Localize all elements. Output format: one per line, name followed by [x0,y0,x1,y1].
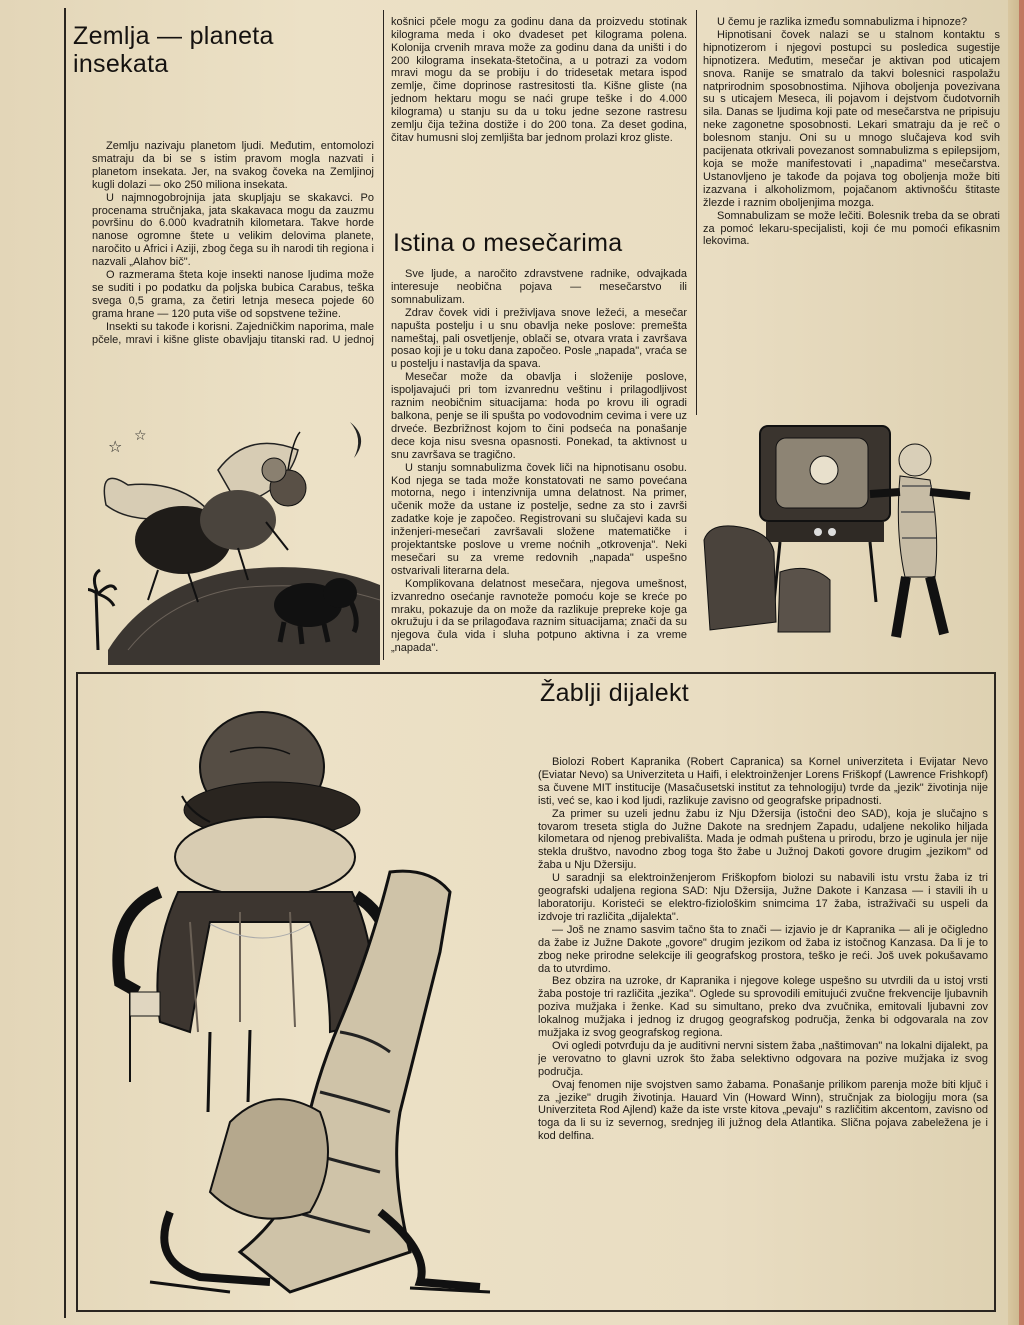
article1-title: Zemlja — planeta insekata [73,22,274,78]
frame-left [64,8,66,1318]
article1-continuation: košnici pčele mogu za godinu dana da proizvedu stotinak kilograma meda i oko dvadeset pet kilograma polena. Kolonija crvenih mrava može za godinu dana da uništi i do 200 kilograma insekata-štetočina, a u potrazi za vodom mravi mogu da se probiju i do tridesetak metara ispod zemlje, čime doprinose rastresitosti tla. Kišne gliste (na jednom hektaru mogu se naći grupe teške i do 4.000 kilograma) u stanju su da u toku jedne sezone rastresu zemlju čija težina dostiže i do 200 tona. Za deset godina, čitav humusni sloj zemljišta bar jednom prolazi kroz gliste. [391,16,687,144]
sleepwalker-illustration [700,412,1000,667]
svg-text:☆: ☆ [134,428,147,444]
article3-paragraph: Biolozi Robert Kapranika (Robert Capranica) sa Kornel univerziteta i Evijatar Nevo (Eviatar Nevo) sa Univerziteta u Haifi, i elektroinženjer Lorens Friškopf (Lawrence Frishkopf) sa čuvene MIT institucije (Masačusetski institut za tehnologiju) tvrde da „jezik" životinja nije isti, već se, kao i kod ljudi, razlikuje zavisno od geografske pripadnosti. [538,756,988,807]
article1-paragraph: Zemlju nazivaju planetom ljudi. Međutim, entomolozi smatraju da bi se s istim pravom mogla nazvati i planetom insekata. Jer, na svakog čoveka na Zemljinoj kugli dolazi — oko 250 miliona insekata. [92,140,374,191]
divider-col2-col3 [696,10,697,415]
article2-paragraph: Mesečar može da obavlja i složenije poslove, ispoljavajući pri tom izvanrednu veštinu i prilagodljivost raznim neobičnim situacijama: hoda po krovu ili ogradi balkona, penje se ili spušta po vodovodnim cevima i vere uz drveće. Bezbrižnost kojom to čini podseća na ponašanje dece koja nisu svesna opasnosti. Ponekad, ta aktivnost u snu završava se tragično. [391,371,687,461]
article2-paragraph: Zdrav čovek vidi i preživljava snove ležeći, a mesečar napušta postelju i u snu obavlja neke poslove: premešta nameštaj, pali osvetljenje, oblači se, otvara vrata i završava posao koji je u toku dana započeo. Posle „napada", vraća se u postelju i nastavlja da spava. [391,306,687,371]
article2-body-col2 [391,268,687,668]
article1-body-col1 [92,140,374,347]
article2-paragraph: Sve ljude, a naročito zdravstvene radnike, odvajkada interesuje neobična pojava — mesečarstvo ili somnabulizam. [391,268,687,306]
frame-bottom-box-right [994,672,996,1312]
article3-paragraph: Bez obzira na uzroke, dr Kapranika i njegove kolege uspešno su utvrdili da u istoj vrsti žaba postoje tri različita „jezika". Oglede su sprovodili emitujući zvučne frekvencije ljubavnih poziva mužjaka i ženke. Kad su simultano, preko dva zvučnika, emitovali ljubavni zov lokalnog mužjaka i jednog iz drugog geografskog područja, ženka bi odgovarala na zov mužjaka iz svog geografskog regiona. [538,975,988,1040]
article2-paragraph: Hipnotisani čovek nalazi se u stalnom kontaktu s hipnotizerom i njegovi postupci su posledica sugestije hipnotizera. Međutim, mesečar je aktivan pod uticajem snova. Ranije se smatralo da takvi bolesnici raspolažu natprirodnim sposobnostima. Njihova oboljenja povezivana su s uticajem Meseca, ili pojavom i dejstvom čudotvornih sila. Danas se ljudima koji pate od mesečarstva ne pripisuju neke zagonetne sposobnosti. Lekari smatraju da je reč o bolesnom stanju. Oni su u mnogo slučajeva kod svih pacijenata otkrivali povezanost somnabulizma s epilepsijom, koja se može manifestovati i „napadima" mesečarstva. Ustanovljeno je takođe da pojava tog oboljenja može biti izazvana i alkoholizmom, pojačanom aktivnošću štitaste žlezde i raznim oboljenjima mozga. [703,28,1000,209]
svg-text:☆: ☆ [108,437,123,456]
article3-paragraph: Ovi ogledi potvrđuju da je auditivni nervni sistem žaba „naštimovan" na lokalni dijalekt, pa je verovatno to glavni uzrok što žaba selektivno odgovara na pozive mužjaka iz svog područja. [538,1039,988,1078]
article2-paragraph: Somnabulizam se može lečiti. Bolesnik treba da se obrati za pomoć lekaru-specijalisti, koji će mu pomoći efikasnim lekovima. [703,209,1000,248]
article1-body-col2 [391,16,687,196]
frame-bottom-box-left [76,672,78,1312]
article3-body [538,756,988,1306]
article2-title: Istina o mesečarima [393,229,623,257]
insect-illustration [88,410,380,665]
article2-body-col3 [703,16,1000,406]
page-edge-color-strip [1019,0,1024,1325]
article3-paragraph: U saradnji sa elektroinženjerom Friškopfom biolozi su nabavili istu vrstu žaba iz tri geografski udaljena regiona SAD: Nju Džersija, Južne Dakote i Kanzasa — i stavili ih u laboratoriju. Koristeći se elektro-fiziološkim snimcima 17 žaba, istraživači su uspeli da izdvoje tri različita „dijalekta". [538,872,988,923]
article1-paragraph: O razmerama šteta koje insekti nanose ljudima može se suditi i po podatku da poljska bubica Carabus, teška svega 0,5 grama, za četiri letnja meseca pojede 60 grama hrane — 120 puta više od sopstvene težine. [92,269,374,320]
article3-paragraph: — Još ne znamo sasvim tačno šta to znači — izjavio je dr Kapranika — ali je očigledno da žabe iz Južne Dakote „govore" drugim jezikom od žaba iz istočnog Kanzasa. Da li je to zbog neke prirodne selekcije ili geografskog prostora, teško je reći. Još uvek pokušavamo da to utvrdimo. [538,923,988,975]
article3-title: Žablji dijalekt [540,679,690,707]
article1-paragraph: U najmnogobrojnija jata skupljaju se skakavci. Po procenama stručnjaka, jata skakavaca mogu da zauzmu površinu do 6.000 kvadratnih kilometara. Takve horde nanose ogromne štete u velikim delovima planete, naročito u Africi i Aziji, zbog čega su ih narodi tih regiona i nazvali „Alahov bič". [92,191,374,269]
frame-bottom-box-bottom [76,1310,996,1312]
frame-bottom-box-top [76,672,996,674]
divider-col1-col2 [383,10,384,660]
frog-illustration [90,692,540,1302]
article3-paragraph: Za primer su uzeli jednu žabu iz Nju Džersija (istočni deo SAD), koja je slučajno s tovarom treseta stigla do Južne Dakote na srednjem Zapadu, udaljene nekoliko hiljada kilometara od njenog prebivališta. Mada je odmah puštena u prirodu, brzo je uginula jer nije stekla društvo, navodno zbog toga što žabe u Južnoj Dakoti govore drugim „jezikom" od žaba u Nju Džersiju. [538,807,988,872]
article2-question: U čemu je razlika između somnabulizma i hipnoze? [717,16,968,28]
article1-paragraph: Insekti su takođe i korisni. Zajedničkim naporima, male pčele, mravi i kišne gliste obavljaju titanski rad. U jednoj [92,320,374,346]
article2-paragraph: Komplikovana delatnost mesečara, njegova umešnost, izvanredno osećanje ravnoteže pomoću koje se kreće po mraku, pokazuje da on može da razlikuje prepreke koje ga okružuju i da se prilagođava raznim situacijama; znači da su njegova čula vida i sluha potpuno aktivna i za vreme „napada". [391,577,687,655]
article2-paragraph: U stanju somnabulizma čovek liči na hipnotisanu osobu. Kod njega se tada može konstatovati ne samo povećana motorna, nego i intenzivnija umna delatnost. Na primer, učenik može da ustane iz postelje, sedne za sto i završi zadatke koje je započeo. Registrovani su slučajevi kada su inženjeri-mesečari završavali složene matematičke i projektantske poslove u vreme noćnih „otkrovenja". Neki mesečari su za vreme redovnih „napada" uspešno ostvarivali literarna dela. [391,461,687,577]
article3-paragraph: Ovaj fenomen nije svojstven samo žabama. Ponašanje prilikom parenja može biti ključ i za „jezike" drugih životinja. Hauard Vin (Howard Winn), stručnjak za biologiju mora (sa Univerziteta Rod Ajlend) kaže da iste vrste kitova „pevaju" s različitim akcentom, zavisno od toga da li su iz severnog, srednjeg ili južnog dela Atlantika. Slična pojava zabeležena je i kod delfina. [538,1078,988,1143]
